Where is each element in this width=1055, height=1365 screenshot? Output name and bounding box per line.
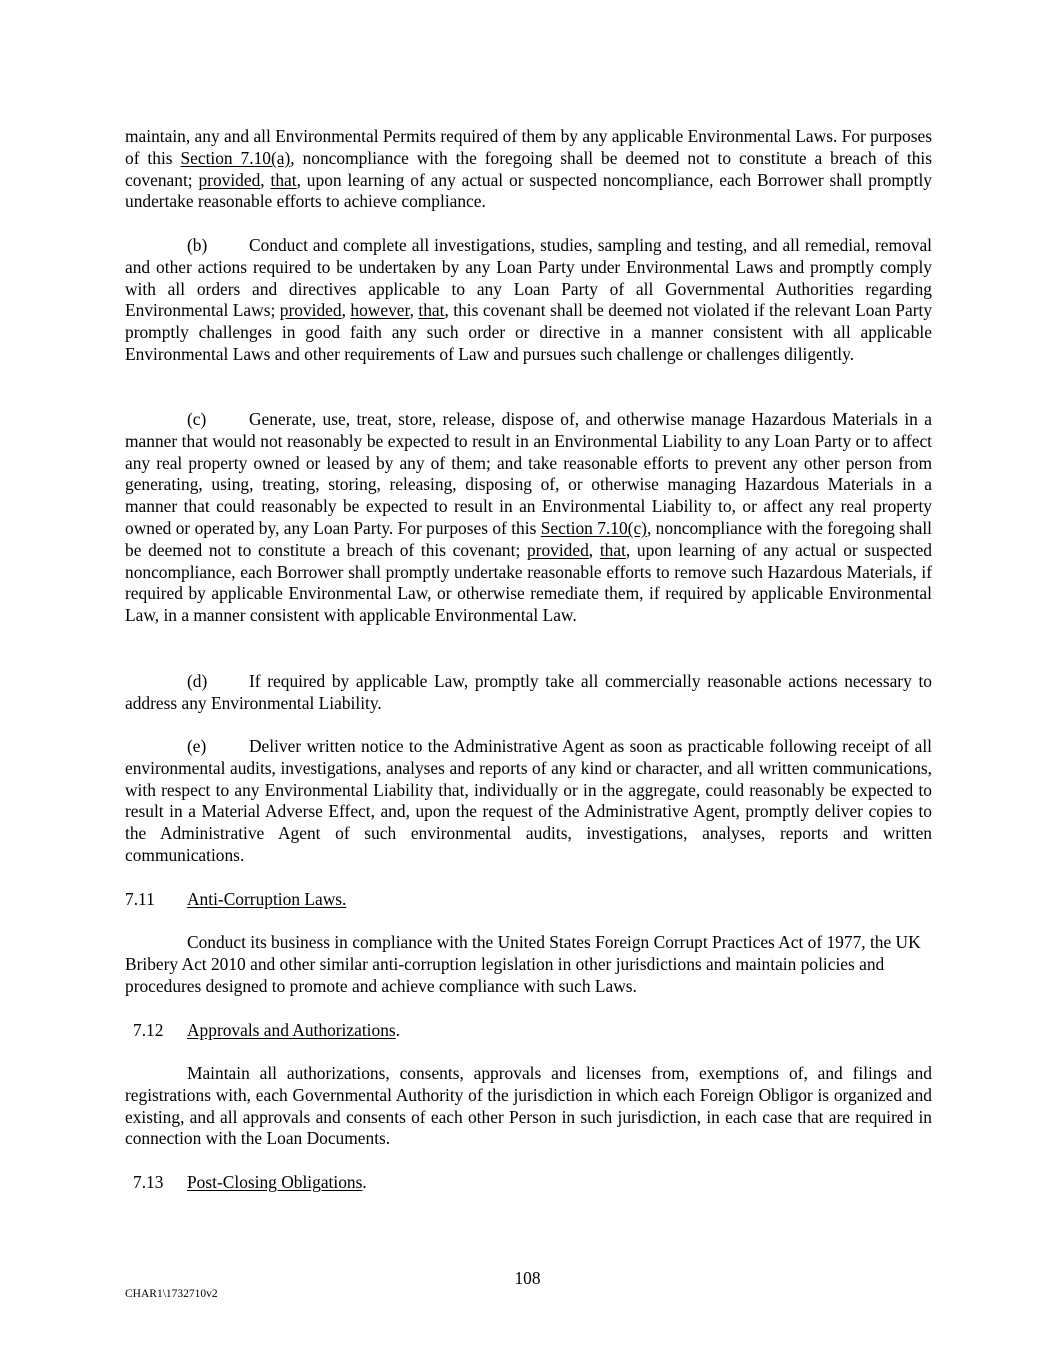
section-number: 7.11: [125, 889, 155, 909]
however-term: however: [350, 300, 410, 321]
paragraph-label: (d): [187, 671, 208, 691]
document-id: CHAR1\1732710v2: [125, 1288, 218, 1300]
section-title: Anti-Corruption Laws.: [187, 889, 347, 909]
that-term: that: [418, 300, 445, 321]
that-term: that: [599, 539, 626, 560]
section-heading-7-13: 7.13 Post-Closing Obligations.: [133, 1172, 367, 1192]
paragraph-d: (d) If required by applicable Law, promptly take all commercially reasonable actions necessary to address any Environmental Liability.: [125, 671, 932, 713]
section-ref-7-10-a: Section 7.10(a): [180, 147, 291, 168]
provided-term: provided: [198, 169, 261, 190]
section-ref-7-10-c: Section 7.10(c): [540, 517, 647, 538]
paragraph-label: (c): [187, 409, 207, 429]
paragraph-c: (c) Generate, use, treat, store, release, dispose of, and otherwise manage Hazardous Materials in a manner that would not reasonably be expected to result in an Environmental Liability to any Loan Party or to affect any real property owned or leased by any of them; and take reasonable efforts to prevent any other person from generating, using, treating, storing, releasing, disposing of, or otherwise managing Hazardous Materials in a manner that could reasonably be expected to result in an Environmental Liability to, or affect any real property owned or operated by, any Loan Party. For purposes of this Section 7.10(c), noncompliance with the foregoing shall be deemed not to constitute a breach of this covenant; provided, that, upon learning of any actual or suspected noncompliance, each Borrower shall promptly undertake reasonable efforts to remove such Hazardous Materials, if required by applicable Environmental Law, or otherwise remediate them, if required by applicable Environmental Law, in a manner consistent with applicable Environmental Law.: [125, 409, 932, 626]
paragraph-7-11: Conduct its business in compliance with the United States Foreign Corrupt Practices Act of 1977, the UK Bribery Act 2010 and other similar anti-corruption legislation in other jurisdictions and maintain policies and procedures designed to promote and achieve compliance with such Laws.: [125, 932, 921, 996]
provided-term: provided: [279, 300, 342, 321]
provided-term: provided: [526, 539, 589, 560]
paragraph-7-12: Maintain all authorizations, consents, approvals and licenses from, exemptions of, and filings and registrations with, each Governmental Authority of the jurisdiction in which each Foreign Obligor is organized and existing, and all approvals and consents of each other Person in such jurisdiction, in each case that are required in connection with the Loan Documents.: [125, 1063, 932, 1149]
section-heading-7-11: [125, 889, 346, 911]
section-number: 7.12: [133, 1020, 164, 1040]
paragraph-b: (b) Conduct and complete all investigations, studies, sampling and testing, and all remedial, removal and other actions required to be undertaken by any Loan Party under Environmental Laws and promptly comply with all orders and directives applicable to any Loan Party of all Governmental Authorities regarding Environmental Laws; provided, however, that, this covenant shall be deemed not violated if the relevant Loan Party promptly challenges in good faith any such order or directive in a manner consistent with all applicable Environmental Laws and other requirements of Law and pursues such challenge or challenges diligently.: [125, 235, 933, 364]
section-heading-7-12: 7.12 Approvals and Authorizations.: [133, 1020, 401, 1040]
section-title: Post-Closing Obligations: [187, 1172, 363, 1192]
page-number: 108: [514, 1268, 541, 1288]
paragraph-e: (e) Deliver written notice to the Administrative Agent as soon as practicable following receipt of all environmental audits, investigations, analyses and reports of any kind or character, and all written communications, with respect to any Environmental Liability that, individually or in the aggregate, could reasonably be expected to result in a Material Adverse Effect, and, upon the request of the Administrative Agent, promptly deliver copies to the Administrative Agent of such environmental audits, investigations, analyses, reports and written communications.: [125, 736, 932, 865]
section-number: 7.13: [133, 1172, 164, 1192]
paragraph-a-continuation: maintain, any and all Environmental Permits required of them by any applicable Environmental Laws. For purposes of this Section 7.10(a), noncompliance with the foregoing shall be deemed not to constitute a breach of this covenant; provided, that, upon learning of any actual or suspected noncompliance, each Borrower shall promptly undertake reasonable efforts to achieve compliance.: [125, 126, 933, 212]
that-term: that: [270, 169, 297, 190]
paragraph-label: (b): [187, 235, 208, 255]
paragraph-label: (e): [187, 736, 207, 756]
section-title: Approvals and Authorizations: [187, 1020, 396, 1040]
